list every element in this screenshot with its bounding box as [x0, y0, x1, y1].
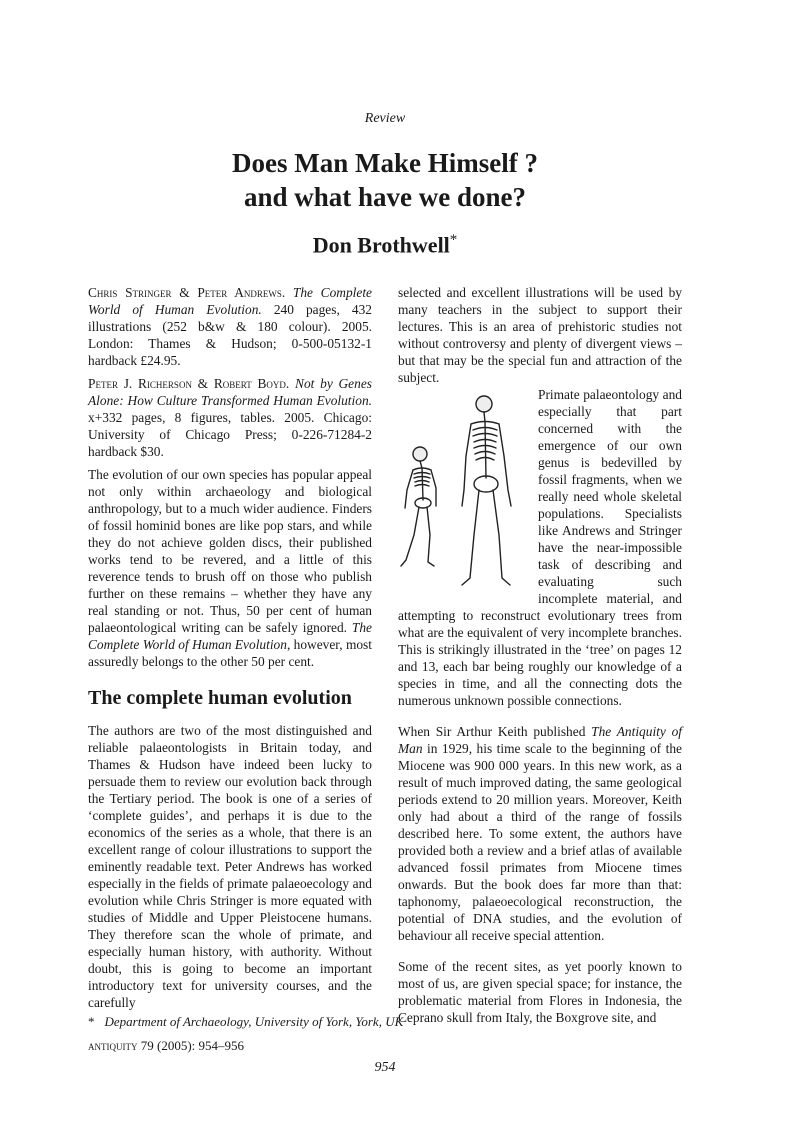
- book-2-authors: Peter J. Richerson & Robert Boyd.: [88, 376, 290, 391]
- book-1-title: The Complete World of Human Evolution.: [88, 285, 372, 317]
- right-paragraph-2: Primate palaeontology and especially that part concerned with the emergence of our own genus is bedevilled by fossil fragments, when we really need whole skeletal populations. Specialists like Andrews and Stringer have the near-impossible task of describing and evaluating such incomplete material, and attempting to reconstruct evolutionary trees from what are the equivalent of very incomplete branches. This is strikingly illustrated in the ‘tree’ on pages 12 and 13, each bar being roughly our knowledge of a species in time, and all the connecting dots the numerous unknown possible connections.: [398, 387, 682, 708]
- book-2-details: x+332 pages, 8 figures, tables. 2005. Chicago: University of Chicago Press; 0-226-71284-2 hardback $30.: [88, 410, 372, 459]
- intro-text-2: , however, most assuredly belongs to the other 50 per cent.: [88, 637, 372, 669]
- citation-text: 79 (2005): 954–956: [137, 1038, 245, 1053]
- author-name: [0, 232, 770, 258]
- title-line-1: Does Man Make Himself ?: [232, 148, 538, 178]
- para3-text-a: When Sir Arthur Keith published: [398, 724, 592, 739]
- journal-citation: [88, 1038, 244, 1054]
- section-label: Review: [364, 111, 406, 126]
- right-paragraph-1: selected and excellent illustrations will be used by many teachers in the subject to support their lectures. This is an area of prehistoric studies not without controversy and plenty of divergent views – but that may be the special fun and attraction of the subject.: [398, 285, 682, 385]
- para3-text-b: in 1929, his time scale to the beginning of the Miocene was 900 000 years. In this new work, as a result of much improved dating, the same geological periods extend to 20 million years. Moreover, Keith only had about a third of the range of fossils described here. To some extent, the authors have provided both a review and a brief atlas of available advanced fossil primates from Miocene times onwards. But the book does far more than that: taphonomy, palaeoecological reconstruction, the potential of DNA studies, and the evolution of behaviour all receive special attention.: [398, 741, 682, 943]
- skeletons-icon: [398, 390, 532, 598]
- title-line-2: and what have we done?: [243, 182, 527, 212]
- intro-text-1: The evolution of our own species has popular appeal not only within archaeology and biological anthropology, but to a much wider audience. Finders of fossil hominid bones are like pop stars, and while they do not achieve golden discs, their published works tend to be revered, and a little of this reverence tends to brush off on those who publish further on these remains – whether they have any real standing or not. Thus, 50 per cent of human palaeontological writing can be safely ignored.: [88, 467, 372, 635]
- journal-name: antiquity: [88, 1038, 138, 1053]
- right-column: [398, 284, 682, 1032]
- author-text: Don Brothwell: [312, 232, 450, 258]
- book-2-title: Not by Genes Alone: How Culture Transformed Human Evolution.: [88, 376, 372, 408]
- author-footnote-mark: *: [449, 232, 458, 248]
- section-paragraph: The authors are two of the most distinguished and reliable palaeontologists in Britain today, and Thames & Hudson have indeed been lucky to persuade them to review our evolution back through the Tertiary period. The book is one of a series of ‘complete guides’, and perhaps it is due to the economics of the series as a whole, that there is an excellent range of colour illustrations to support the eminently readable text. Peter Andrews has worked especially in the fields of primate palaeoecology and evolution while Chris Stringer is more equated with studies of Middle and Upper Pleistocene humans. They therefore scan the whole of primate, and especially human history, with authority. Without doubt, this is going to become an important introductory text for university courses, and the carefully: [88, 723, 372, 1010]
- para3-book-title: The Antiquity of Man: [398, 724, 682, 756]
- book-1-authors: Chris Stringer & Peter Andrews.: [88, 285, 286, 300]
- section-heading: The complete human evolution: [88, 687, 352, 709]
- footnote-mark: *: [88, 1014, 95, 1029]
- book-entry-1: [88, 284, 372, 369]
- article-title: [0, 146, 770, 214]
- right-paragraph-3: [398, 723, 682, 944]
- intro-book-title: The Complete World of Human Evolution: [88, 620, 372, 652]
- footnote-text: Department of Archaeology, University of York, York, UK: [104, 1014, 404, 1029]
- right-paragraph-4: Some of the recent sites, as yet poorly known to most of us, are given special space; for instance, the problematic material from Flores in Indonesia, the Ceprano skull from Italy, the Boxgrove site, and: [398, 959, 682, 1025]
- book-1-details: 240 pages, 432 illustrations (252 b&w & 180 colour). 2005. London: Thames & Hudson; 0-500-05132-1 hardback £24.95.: [88, 302, 372, 368]
- book-entry-2: [88, 375, 372, 460]
- page-number: 954: [374, 1060, 396, 1075]
- skeleton-figure: [398, 390, 532, 598]
- left-column: [88, 284, 372, 1017]
- footnote: [88, 1014, 403, 1030]
- intro-paragraph: [88, 466, 372, 670]
